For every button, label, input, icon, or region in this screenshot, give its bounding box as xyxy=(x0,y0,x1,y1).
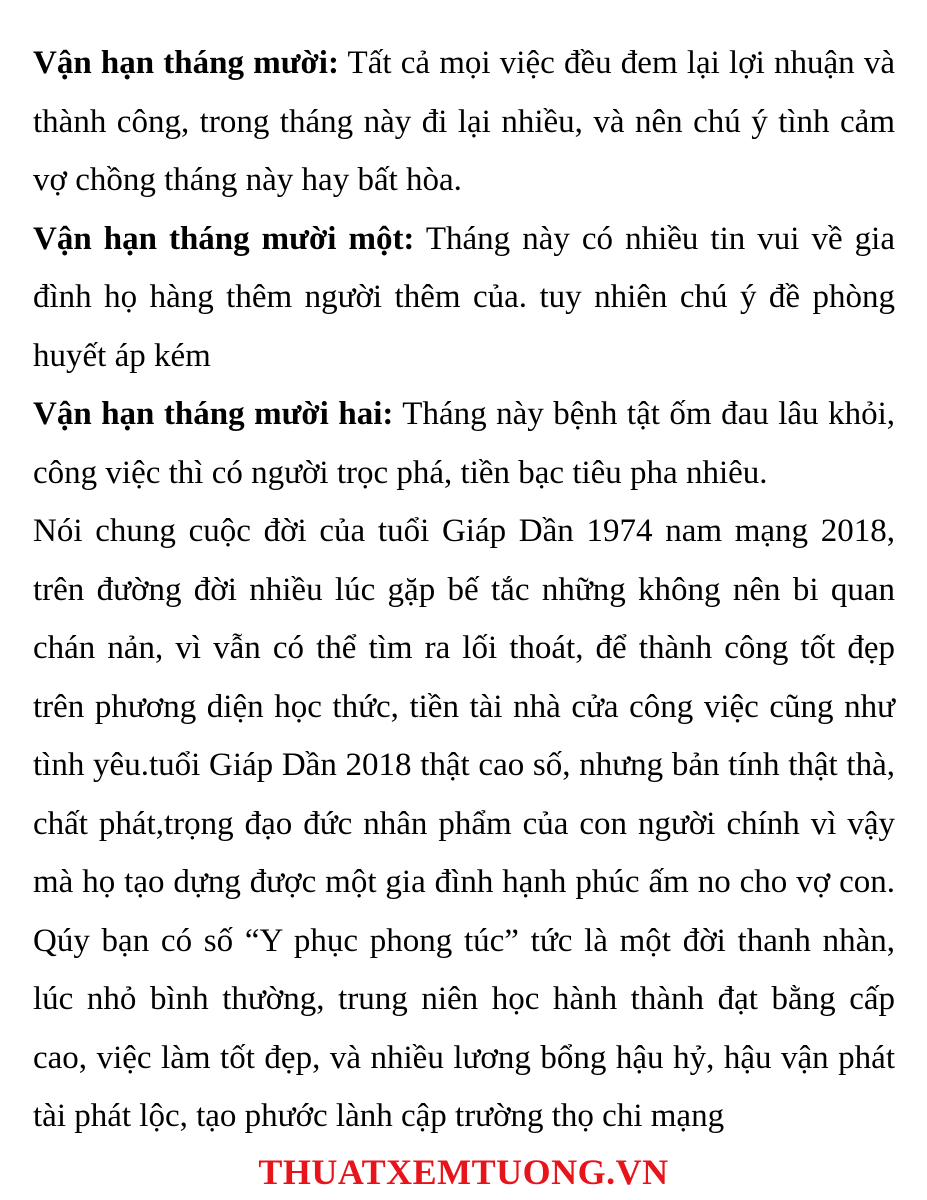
paragraph-label: Vận hạn tháng mười một: xyxy=(33,220,415,257)
paragraph-text: Tất cả mọi việc đều đem lại lợi nhuận và thành công, trong tháng này đi lại nhiều, và nên chú ý tình cảm vợ chồng tháng này hay bất hòa. xyxy=(33,45,896,198)
paragraph-text: Tháng này có nhiều tin vui về gia đình họ hàng thêm người thêm của. tuy nhiên chú ý đề phòng huyết áp kém xyxy=(33,220,895,374)
paragraph-text: Nói chung cuộc đời của tuổi Giáp Dần 1974 nam mạng 2018, trên đường đời nhiều lúc gặp bế tắc những không nên bi quan chán nản, vì vẫn có thể tìm ra lối thoát, để thành công tốt đẹp trên phương diện học thức, tiền tài nhà cửa công việc cũng như tình yêu.tuổi Giáp Dần 2018 thật cao số, nhưng bản tính thật thà, chất phát,trọng đạo đức nhân phẩm của con người chính vì vậy mà họ tạo dựng được một gia đình hạnh phúc ấm no cho vợ con. Qúy bạn có số “Y phục phong túc” tức là một đời thanh nhàn, lúc nhỏ bình thường, trung niên học hành thành đạt bằng cấp cao, việc làm tốt đẹp, và nhiều lương bổng hậu hỷ, hậu vận phát tài phát lộc, tạo phước lành cập trường thọ chi mạng xyxy=(33,513,895,1134)
paragraph-month-eleven xyxy=(33,210,895,386)
document-body xyxy=(33,34,895,1146)
paragraph-month-ten xyxy=(33,34,895,210)
site-watermark: THUATXEMTUONG.VN xyxy=(258,1152,669,1192)
paragraph-month-twelve xyxy=(33,385,895,502)
paragraph-label: Vận hạn tháng mười: xyxy=(33,45,339,81)
paragraph-label: Vận hạn tháng mười hai: xyxy=(33,396,394,432)
paragraph-text: Tháng này bệnh tật ốm đau lâu khỏi, công việc thì có người trọc phá, tiền bạc tiêu pha nhiêu. xyxy=(33,396,895,491)
paragraph-summary xyxy=(33,502,895,1146)
